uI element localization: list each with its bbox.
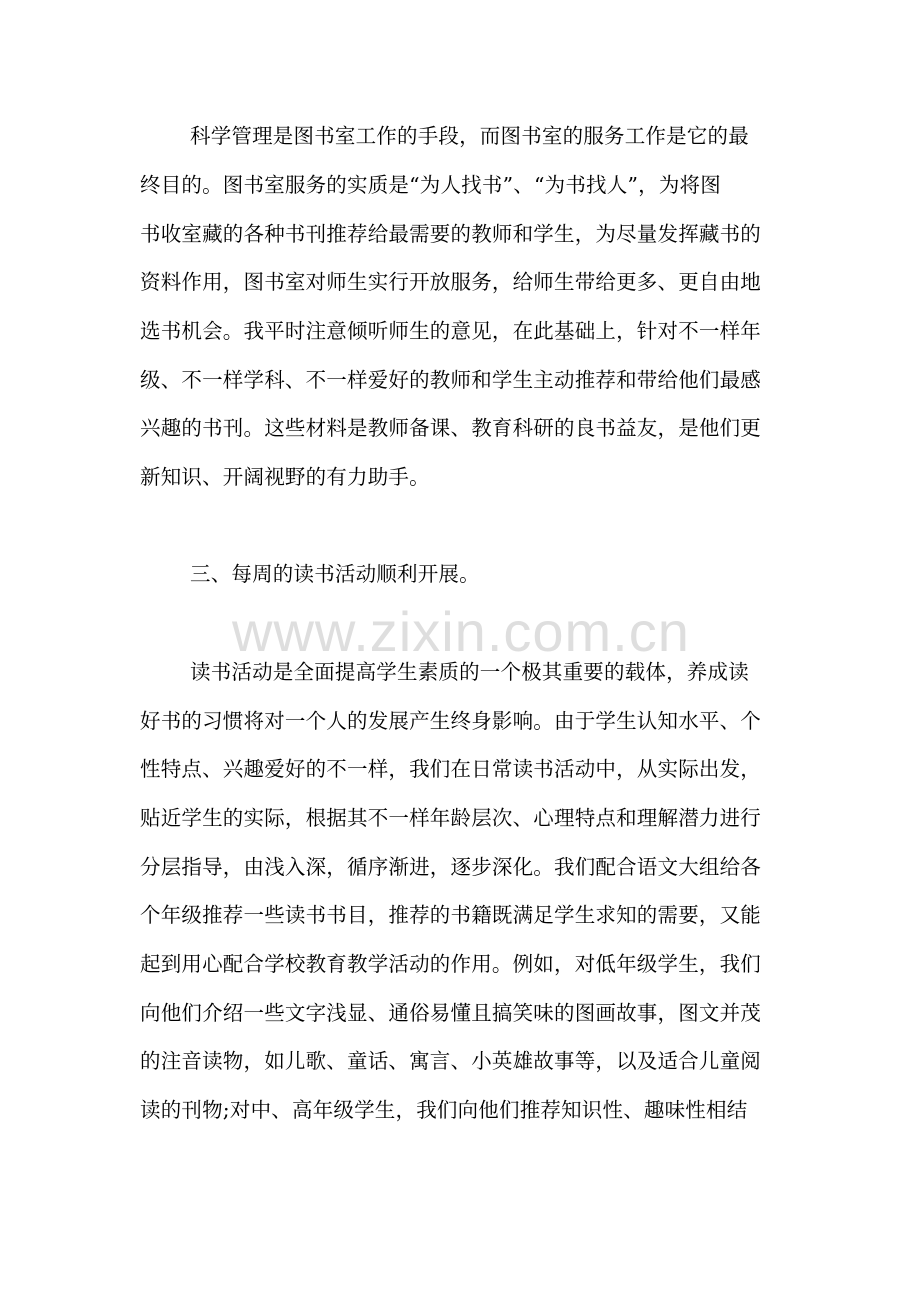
paragraph-1-line-5: 选书机会。我平时注意倾听师生的意见，在此基础上，针对不一样年 xyxy=(140,319,761,343)
paragraph-2-line-2: 好书的习惯将对一个人的发展产生终身影响。由于学生认知水平、个 xyxy=(140,709,761,733)
paragraph-2-line-7: 起到用心配合学校教育教学活动的作用。例如，对低年级学生，我们 xyxy=(140,952,761,976)
paragraph-2-line-4: 贴近学生的实际，根据其不一样年龄层次、心理特点和理解潜力进行 xyxy=(140,806,761,830)
paragraph-2-line-9: 的注音读物，如儿歌、童话、寓言、小英雄故事等，以及适合儿童阅 xyxy=(140,1049,761,1073)
paragraph-2-line-6: 个年级推荐一些读书书目，推荐的书籍既满足学生求知的需要，又能 xyxy=(140,903,761,927)
watermark: www.zixin.com.cn xyxy=(232,600,690,663)
paragraph-1-line-6: 级、不一样学科、不一样爱好的教师和学生主动推荐和带给他们最感 xyxy=(140,368,761,392)
paragraph-2-line-5: 分层指导，由浅入深，循序渐进，逐步深化。我们配合语文大组给各 xyxy=(140,855,761,879)
section-heading-3: 三、每周的读书活动顺利开展。 xyxy=(190,562,480,586)
paragraph-1-line-2: 终目的。图书室服务的实质是“为人找书”、“为书找人”，为将图 xyxy=(140,173,721,197)
paragraph-1-line-7: 兴趣的书刊。这些材料是教师备课、教育科研的良书益友，是他们更 xyxy=(140,416,761,440)
paragraph-2-line-1: 读书活动是全面提高学生素质的一个极其重要的载体，养成读 xyxy=(190,660,749,684)
paragraph-2-line-8: 向他们介绍一些文字浅显、通俗易懂且搞笑味的图画故事，图文并茂 xyxy=(140,1001,761,1025)
paragraph-1-line-4: 资料作用，图书室对师生实行开放服务，给师生带给更多、更自由地 xyxy=(140,270,761,294)
paragraph-1-line-1: 科学管理是图书室工作的手段，而图书室的服务工作是它的最 xyxy=(190,124,749,148)
paragraph-2-line-10: 读的刊物;对中、高年级学生，我们向他们推荐知识性、趣味性相结 xyxy=(140,1098,748,1122)
paragraph-1-line-8: 新知识、开阔视野的有力助手。 xyxy=(140,465,430,489)
paragraph-2-line-3: 性特点、兴趣爱好的不一样，我们在日常读书活动中，从实际出发， xyxy=(140,757,761,781)
paragraph-1-line-3: 书收室藏的各种书刊推荐给最需要的教师和学生，为尽量发挥藏书的 xyxy=(140,222,761,246)
